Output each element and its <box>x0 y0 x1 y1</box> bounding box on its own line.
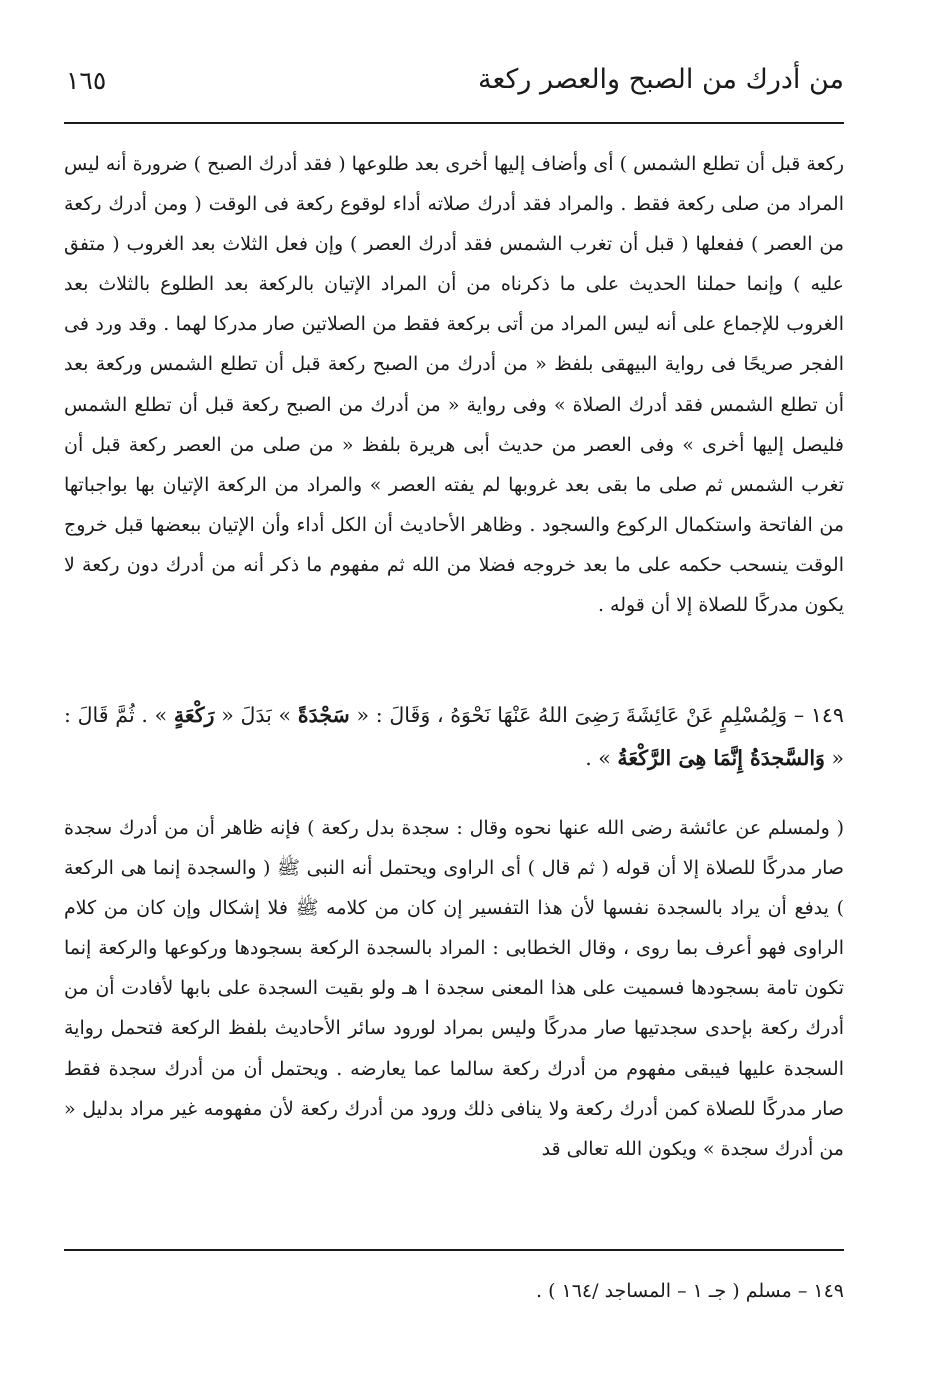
commentary-block-1 <box>64 144 844 625</box>
hadith-segment: » بَدَلَ « <box>221 703 292 727</box>
running-title: من أدرك من الصبح والعصر ركعة <box>478 64 844 95</box>
hadith-bold-segment: سَجْدَةً <box>297 703 350 727</box>
page-header <box>62 58 844 108</box>
footnote-rule <box>64 1249 844 1251</box>
hadith-segment: » . ثُمَّ قَالَ : « <box>64 703 844 770</box>
hadith-segment: ١٤٩ – وَلِمُسْلِمٍ عَنْ عَائِشَةَ رَضِىَ اللهُ عَنْهَا نَحْوَهُ ، وَقَالَ : « <box>356 703 844 727</box>
hadith-149 <box>64 694 844 780</box>
hadith-segment: » . <box>585 746 611 770</box>
hadith-bold-segment: وَالسَّجدَةُ إِنَّمَا هِىَ الرَّكْعَةُ <box>617 746 825 770</box>
footnote: ١٤٩ – مسلم ( جـ ١ – المساجد /١٦٤ ) . <box>535 1280 844 1302</box>
hadith-text <box>64 694 844 780</box>
page-number: ١٦٥ <box>66 66 107 95</box>
commentary-paragraph: ( ولمسلم عن عائشة رضى الله عنها نحوه وقال : سجدة بدل ركعة ) فإنه ظاهر أن من أدرك سجدة صار مدركًا للصلاة إلا أن قوله ( ثم قال ) أى الراوى ويحتمل أنه النبى ﷺ ( والسجدة إنما هى الركعة ) يدفع أن يراد بالسجدة نفسها لأن هذا التفسير إن كان من كلامه ﷺ فلا إشكال وإن كان من كلام الراوى فهو أعرف بما روى ، وقال الخطابى : المراد بالسجدة الركعة بسجودها وركوعها والركعة إنما تكون تامة بسجودها فسميت على هذا المعنى سجدة ا هـ ولو بقيت السجدة على بابها لأفادت أن من أدرك ركعة بإحدى سجدتيها صار مدركًا وليس بمراد لورود سائر الأحاديث بلفظ الركعة فتحمل رواية السجدة عليها فيبقى مفهوم من أدرك ركعة سالما عما يعارضه . ويحتمل أن من أدرك سجدة فقط صار مدركًا للصلاة كمن أدرك ركعة ولا ينافى ذلك ورود من أدرك ركعة لأن مفهومه غير مراد بدليل « من أدرك سجدة » ويكون الله تعالى قد <box>64 817 844 1160</box>
commentary-paragraph: ركعة قبل أن تطلع الشمس ) أى وأضاف إليها أخرى بعد طلوعها ( فقد أدرك الصبح ) ضرورة أنه ليس المراد من صلى ركعة فقط . والمراد فقد أدرك صلاته أداء لوقوع ركعة فى الوقت ( ومن أدرك ركعة من العصر ) ففعلها ( قبل أن تغرب الشمس فقد أدرك العصر ) وإن فعل الثلاث بعد الغروب ( متفق عليه ) وإنما حملنا الحديث على ما ذكرناه من أن المراد الإتيان بالركعة بعد الطلوع بالثلاث بعد الغروب للإجماع على أنه ليس المراد من أتى بركعة فقط من الصلاتين صار مدركا لهما . وقد ورد فى الفجر صريحًا فى رواية البيهقى بلفظ « من أدرك من الصبح ركعة قبل أن تطلع الشمس وركعة بعد أن تطلع الشمس فقد أدرك الصلاة » وفى رواية « من أدرك من الصبح ركعة قبل أن تطلع الشمس فليصل إليها أخرى » وفى العصر من حديث أبى هريرة بلفظ « من صلى من العصر ركعة قبل أن تغرب الشمس ثم صلى ما بقى بعد غروبها لم يفته العصر » والمراد من الركعة الإتيان بها بواجباتها من الفاتحة واستكمال الركوع والسجود . وظاهر الأحاديث أن الكل أداء وأن الإتيان ببعضها قبل خروج الوقت ينسحب حكمه على ما بعد خروجه فضلا من الله ثم مفهوم ما ذكر أنه من أدرك دون ركعة لا يكون مدركًا للصلاة إلا أن قوله . <box>64 153 844 617</box>
hadith-bold-segment: رَكْعَةٍ <box>173 703 215 727</box>
header-rule <box>64 122 844 124</box>
commentary-block-2 <box>64 808 844 1169</box>
